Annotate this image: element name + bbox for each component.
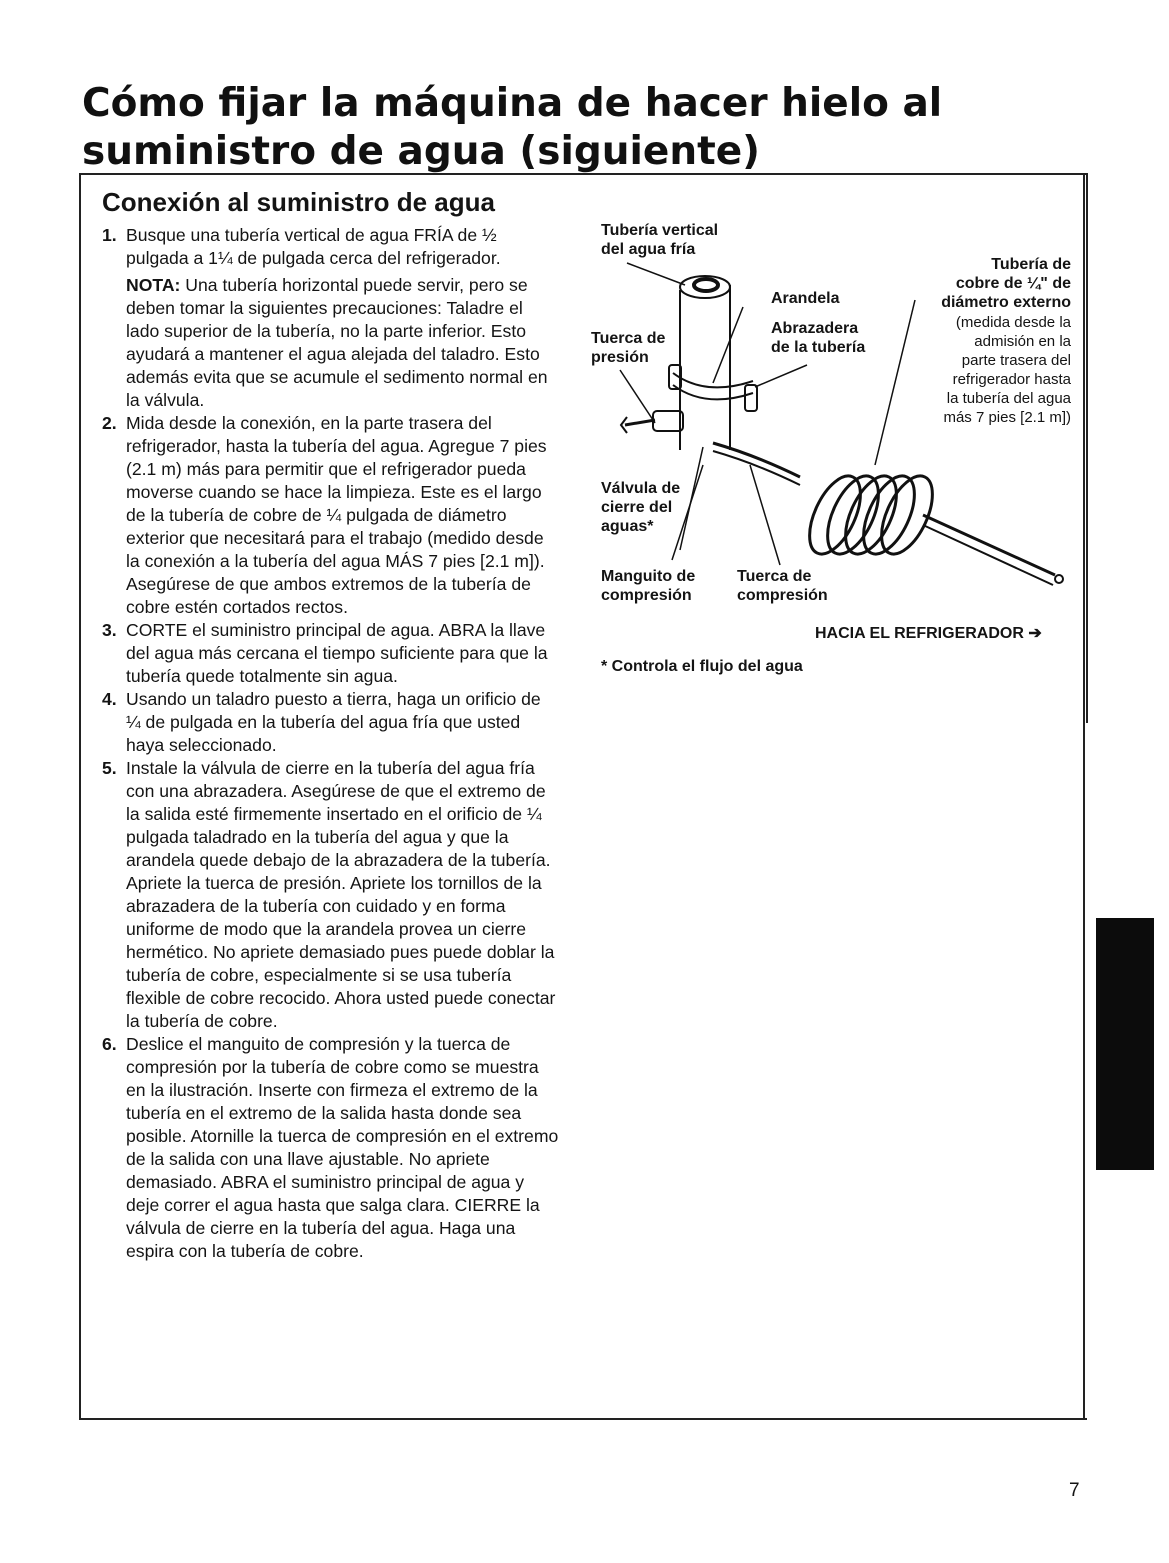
- page-title: Cómo fijar la máquina de hacer hielo al suministro de agua (siguiente): [82, 81, 943, 174]
- note: [126, 274, 560, 412]
- step-5: [102, 757, 560, 1033]
- step-3: [102, 619, 560, 688]
- diagram-footnote: * Controla el flujo del agua: [601, 658, 803, 675]
- step-number: 3.: [102, 620, 117, 640]
- copper-tube-drawing: [713, 443, 800, 477]
- copper-coil-drawing: [799, 468, 943, 561]
- step-6: [102, 1033, 560, 1263]
- label-washer: Arandela: [771, 290, 840, 307]
- section-title: Conexión al suministro de agua: [102, 187, 495, 217]
- label-to-refrigerator: HACIA EL REFRIGERADOR ➔: [815, 625, 1042, 642]
- label-copper-tube: Tubería de cobre de ¼" de diámetro externo: [941, 256, 1071, 311]
- step-text: CORTE el suministro principal de agua. ABRA la llave del agua más cercana el tiempo suficiente para que la tubería quede totalmente sin agua.: [126, 620, 548, 686]
- step-text: Usando un taladro puesto a tierra, haga un orificio de ¼ de pulgada en la tubería del agua fría que usted haya seleccionado.: [126, 689, 541, 755]
- step-1: [102, 224, 560, 412]
- step-number: 6.: [102, 1034, 117, 1054]
- step-text: Deslice el manguito de compresión y la tuerca de compresión por la tubería de cobre como se muestra en la ilustración. Inserte con firmeza el extremo de la tubería en el extremo de la salida hasta donde sea posible. Atornille la tuerca de compresión en el extremo de la salida con una llave ajustable. No apriete demasiado. ABRA el suministro principal de agua y deje correr el agua hasta que salga clara. CIERRE la válvula de cierre en la tubería del agua. Haga una espira con la tubería de cobre.: [126, 1034, 559, 1261]
- step-number: 2.: [102, 413, 117, 433]
- step-4: [102, 688, 560, 757]
- step-number: 1.: [102, 225, 117, 245]
- note-label: NOTA:: [126, 275, 181, 295]
- label-copper-tube-note: (medida desde la admisión en la parte trasera del refrigerador hasta la tubería del agua más 7 pies [2.1 m]): [943, 314, 1071, 426]
- label-vertical-pipe: Tubería vertical del agua fría: [601, 222, 719, 258]
- step-text: Mida desde la conexión, en la parte trasera del refrigerador, hasta la tubería del agua. Agregue 7 pies (2.1 m) más para permitir que el refrigerador pueda moverse cuando se hace la limpieza. Este es el largo de la tubería de cobre de ¼ pulgada de diámetro exterior que necesitará para el trabajo (medido desde la conexión a la tubería del agua MÁS 7 pies [2.1 m]). Asegúrese de que ambos extremos de la tubería de cobre estén cortados rectos.: [126, 413, 547, 617]
- frame-bottom-border: [79, 1418, 1087, 1420]
- step-text: Busque una tubería vertical de agua FRÍA de ½ pulgada a 1¼ de pulgada cerca del refrigerador.: [126, 225, 501, 268]
- page-number: 7: [1069, 1480, 1080, 1501]
- note-text: Una tubería horizontal puede servir, pero se deben tomar la siguientes precauciones: Taladre el lado superior de la tubería, no la parte inferior. Esto ayudará a mantener el agua alejada del taladro. Esto además evita que se acumule el sedimento normal en la válvula.: [126, 275, 548, 410]
- label-compression-nut: Tuerca de compresión: [737, 568, 828, 604]
- label-pipe-clamp: Abrazadera de la tubería: [771, 320, 866, 356]
- vertical-pipe-drawing: [680, 276, 730, 450]
- step-number: 5.: [102, 758, 117, 778]
- step-number: 4.: [102, 689, 117, 709]
- water-connection-diagram: [585, 215, 1080, 685]
- step-2: [102, 412, 560, 619]
- label-compression-sleeve: Manguito de compresión: [601, 568, 696, 604]
- section-tab-marker: [1096, 918, 1154, 1170]
- shutoff-valve-drawing: [621, 411, 683, 433]
- steps-list: [102, 224, 560, 1263]
- label-pressure-nut: Tuerca de presión: [591, 330, 666, 366]
- label-shutoff-valve: Válvula de cierre del aguas*: [601, 480, 681, 535]
- pipe-clamp-drawing: [669, 365, 757, 411]
- step-text: Instale la válvula de cierre en la tubería del agua fría con una abrazadera. Asegúrese de que el extremo de la salida esté firmemente insertado en el orificio de ¼ pulgada taladrado en la tubería del agua y que la arandela quede debajo de la abrazadera de la tubería. Apriete la tuerca de presión. Apriete los tornillos de la abrazadera de la tubería con cuidado y en forma uniforme de modo que la arandela provea un cierre hermético. No apriete demasiado pues puede doblar la tubería de cobre, especialmente si se usa tubería flexible de cobre recocido. Ahora usted puede conectar la tubería de cobre.: [126, 758, 556, 1031]
